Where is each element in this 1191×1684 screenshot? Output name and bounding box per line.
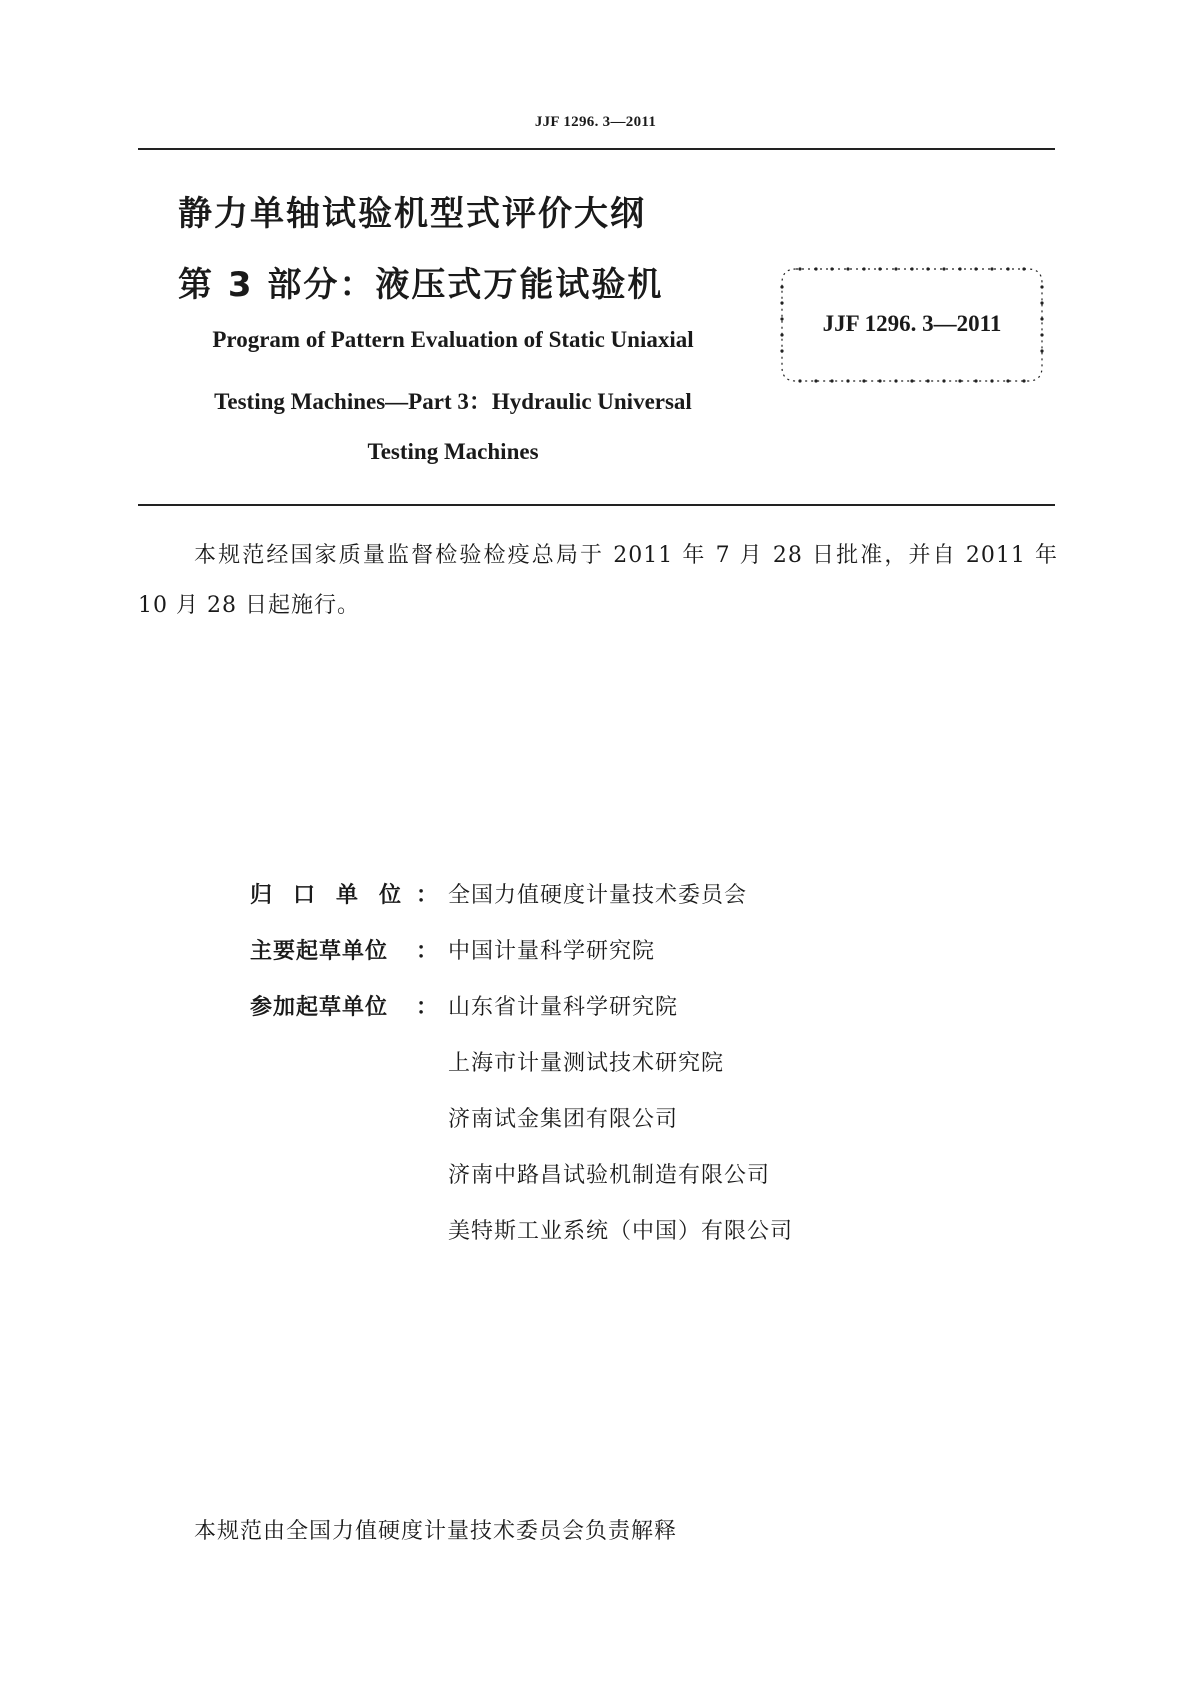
border-dot	[974, 267, 977, 270]
border-dot	[894, 267, 897, 270]
border-dot	[846, 379, 849, 382]
border-dot	[990, 267, 993, 270]
border-dot	[1022, 267, 1025, 270]
participating-unit-value: 山东省计量科学研究院	[448, 995, 679, 1020]
border-dot	[1006, 267, 1009, 270]
interpretation-note: 本规范由全国力值硬度计量技术委员会负责解释	[194, 1519, 678, 1544]
participating-unit-value: 济南中路昌试验机制造有限公司	[448, 1163, 771, 1188]
border-dot	[894, 379, 897, 382]
border-dot	[910, 379, 913, 382]
participating-unit-value: 济南试金集团有限公司	[448, 1107, 679, 1132]
participating-unit-value: 美特斯工业系统（中国）有限公司	[448, 1219, 794, 1244]
border-dot	[958, 379, 961, 382]
border-dot	[862, 379, 865, 382]
top-rule	[138, 148, 1055, 150]
border-dot	[830, 379, 833, 382]
border-dot	[1040, 285, 1043, 288]
border-dot	[1006, 379, 1009, 382]
border-dot	[830, 267, 833, 270]
colon: ：	[416, 883, 439, 908]
border-dot	[910, 267, 913, 270]
border-dot	[798, 379, 801, 382]
main-drafting-unit-value: 中国计量科学研究院	[448, 939, 656, 964]
border-dot	[990, 379, 993, 382]
border-dot	[798, 267, 801, 270]
title-en-line-2: Testing Machines—Part 3：Hydraulic Universal	[214, 389, 692, 414]
border-dot	[878, 267, 881, 270]
border-dot	[846, 267, 849, 270]
border-dot	[1040, 301, 1043, 304]
title-cn-line-1: 静力单轴试验机型式评价大纲	[178, 194, 646, 234]
border-dot	[926, 379, 929, 382]
responsible-unit-label: 归口单位	[250, 883, 423, 908]
colon: ：	[416, 995, 439, 1020]
border-dot	[780, 301, 783, 304]
title-cn-line-2: 第 3 部分：液压式万能试验机	[178, 265, 664, 305]
main-drafting-unit-label: 主要起草单位	[250, 939, 389, 964]
colon: ：	[416, 939, 439, 964]
border-dot	[1040, 349, 1043, 352]
border-dot	[862, 267, 865, 270]
border-dot	[814, 267, 817, 270]
border-dot	[878, 379, 881, 382]
border-dot	[814, 379, 817, 382]
border-dot	[780, 349, 783, 352]
participating-unit-value: 上海市计量测试技术研究院	[448, 1051, 725, 1076]
standard-code-box	[776, 263, 1048, 387]
border-dot	[926, 267, 929, 270]
border-dot	[780, 285, 783, 288]
standard-code: JJF 1296. 3—2011	[822, 311, 1002, 336]
border-dot	[1022, 379, 1025, 382]
participating-unit-label: 参加起草单位	[250, 995, 389, 1020]
approval-statement: 本规范经国家质量监督检验检疫总局于 2011 年 7 月 28 日批准，并自 2011 年 10 月 28 日起施行。	[138, 543, 1058, 618]
middle-rule	[138, 504, 1055, 506]
border-dot	[942, 379, 945, 382]
title-en-line-3: Testing Machines	[367, 439, 539, 464]
border-dot	[942, 267, 945, 270]
title-en-line-1: Program of Pattern Evaluation of Static Uniaxial	[212, 327, 694, 352]
border-dot	[974, 379, 977, 382]
running-header: JJF 1296. 3—2011	[534, 114, 657, 130]
responsible-unit-value: 全国力值硬度计量技术委员会	[448, 883, 748, 908]
border-dot	[958, 267, 961, 270]
